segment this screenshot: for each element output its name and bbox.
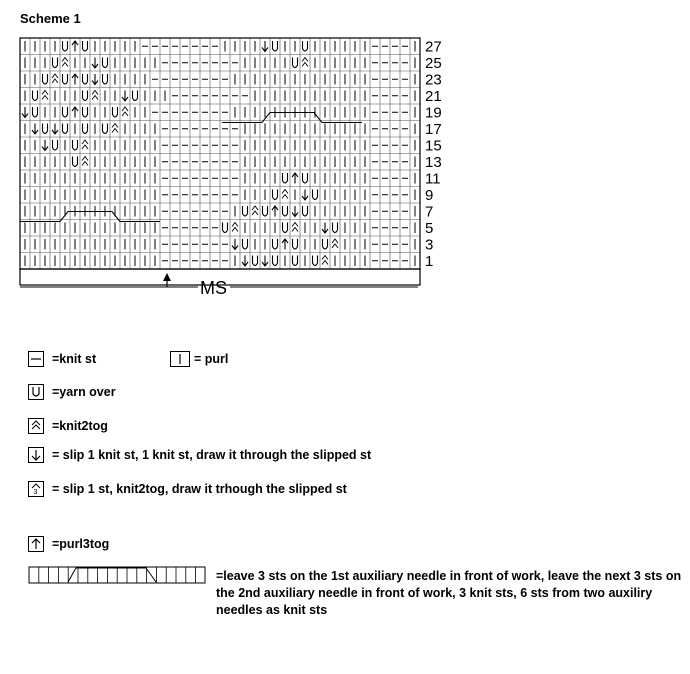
knit2tog-cell <box>82 157 88 166</box>
yarn-over-cell <box>283 173 288 183</box>
yarn-over-cell <box>273 41 278 51</box>
purl3tog-cell <box>72 107 78 118</box>
legend-purl <box>170 351 228 367</box>
yarn-over-cell <box>303 173 308 183</box>
knit2tog-cell <box>292 223 298 232</box>
yarn-over-cell <box>33 107 38 117</box>
yarn-over-cell <box>43 74 48 84</box>
row-number: 21 <box>425 88 442 105</box>
knit2tog-cell <box>52 74 58 83</box>
knit2tog-cell <box>62 58 68 67</box>
slip-knit-draw-cell <box>242 256 248 267</box>
cable-crossing-marks <box>20 113 362 222</box>
slip-knit-draw-cell <box>262 41 268 52</box>
yarn-over-cell <box>333 223 338 233</box>
yarn-over-cell <box>313 190 318 200</box>
yarn-over-cell <box>113 107 118 117</box>
yarn-over-cell <box>103 124 108 134</box>
purl-symbol-icon <box>170 351 190 367</box>
yarn-over-cell <box>63 107 68 117</box>
knit2tog-cell <box>282 190 288 199</box>
legend-slip-knit2tog-draw <box>28 481 347 497</box>
cable-description: =leave 3 sts on the 1st auxiliary needle in front of work, leave the next 3 sts on the 2nd auxiliary needle in front of work, 3 knit sts, 6 sts from two auxiliry needles as knit sts <box>216 569 682 617</box>
row-number: 17 <box>425 121 442 138</box>
yarn-over-cell <box>293 58 298 68</box>
yarn-over-cell <box>223 223 228 233</box>
knit2tog-cell <box>122 107 128 116</box>
legend-knit <box>28 351 96 367</box>
yarn-over-cell <box>293 239 298 249</box>
slip-knit-draw-cell <box>302 190 308 201</box>
knit2tog-cell <box>42 91 48 100</box>
purl3tog-cell <box>72 74 78 85</box>
row-number: 25 <box>425 55 442 72</box>
yarn-over-cell <box>253 256 258 266</box>
slip-knit-draw-cell <box>92 74 98 85</box>
purl3tog-cell <box>292 173 298 184</box>
row-number: 11 <box>425 170 441 188</box>
knit2tog-symbol-icon <box>28 418 44 434</box>
legend-knit2tog-label: =knit2tog <box>52 419 108 433</box>
legend-slip-knit-draw-label: = slip 1 knit st, 1 knit st, draw it through the slipped st <box>52 448 372 462</box>
ms-label: MS <box>200 278 227 298</box>
row-number: 15 <box>425 137 442 155</box>
knitting-chart <box>0 0 690 300</box>
cable-symbol-icon <box>28 566 208 584</box>
yarn-over-cell <box>63 124 68 134</box>
purl3tog-cell <box>282 239 288 250</box>
cable-crossing-line <box>222 113 362 123</box>
down-arrow-symbol-icon <box>28 447 44 463</box>
yarn-over-cell <box>293 256 298 266</box>
yarn-over-cell <box>63 41 68 51</box>
yarn-over-cell <box>283 206 288 216</box>
slip-knit-draw-cell <box>32 124 38 135</box>
yarn-over-cell <box>43 124 48 134</box>
yarn-over-cell <box>263 206 268 216</box>
row-number: 13 <box>425 154 442 171</box>
knit2tog-cell <box>332 239 338 248</box>
purl3tog-cell <box>272 206 278 217</box>
legend-purl-label: = purl <box>194 352 229 366</box>
slip-knit-draw-cell <box>92 58 98 69</box>
yarn-over-cell <box>83 107 88 117</box>
yarn-over-cell <box>133 91 138 101</box>
knit-symbol-icon <box>28 351 44 367</box>
knit2tog-cell <box>322 256 328 265</box>
slip-knit-draw-cell <box>262 256 268 267</box>
svg-text:3: 3 <box>33 489 38 495</box>
legend-purl3tog <box>28 536 109 552</box>
knit2tog-cell <box>252 206 258 215</box>
yarn-over-cell <box>303 206 308 216</box>
row-number: 7 <box>425 203 434 221</box>
knit2tog-cell <box>112 124 118 133</box>
row-number: 23 <box>425 71 442 89</box>
legend-knit2tog <box>28 418 108 434</box>
yarn-over-cell <box>273 190 278 200</box>
yarn-over-cell <box>313 256 318 266</box>
slip-knit-draw-cell <box>322 223 328 234</box>
slip-knit-draw-cell <box>232 239 238 250</box>
yarn-over-cell <box>53 140 58 150</box>
legend-slip-knit-draw <box>28 447 371 463</box>
slip-knit2tog-symbol-icon <box>28 481 44 497</box>
legend-yarn-over-label: =yarn over <box>52 385 116 399</box>
row-number: 19 <box>425 104 442 122</box>
yarn-over-cell <box>303 41 308 51</box>
yarn-over-cell <box>83 124 88 134</box>
yarn-over-cell <box>73 157 78 167</box>
slip-knit-draw-cell <box>42 140 48 151</box>
yarn-over-cell <box>283 223 288 233</box>
yarn-over-cell <box>273 256 278 266</box>
purl3tog-cell <box>72 41 78 52</box>
yarn-over-cell <box>273 239 278 249</box>
yarn-over-cell <box>63 74 68 84</box>
row-number: 1 <box>425 253 434 270</box>
yarn-over-cell <box>243 206 248 216</box>
knit2tog-cell <box>302 58 308 67</box>
chart-grid <box>20 38 420 285</box>
yarn-over-cell <box>103 58 108 68</box>
yarn-over-cell <box>73 140 78 150</box>
up-arrow-symbol-icon <box>28 536 44 552</box>
row-number: 3 <box>425 236 434 254</box>
yarn-over-cell <box>323 239 328 249</box>
legend-slip-knit2tog-draw-label: = slip 1 st, knit2tog, draw it trhough the slipped st <box>52 482 347 496</box>
yarn-over-cell <box>243 239 248 249</box>
row-number: 5 <box>425 220 434 237</box>
yarn-over-cell <box>103 74 108 84</box>
row-number: 27 <box>425 38 442 56</box>
yarn-over-cell <box>83 91 88 101</box>
slip-knit-draw-cell <box>52 124 58 135</box>
yarn-over-cell <box>83 41 88 51</box>
knit2tog-cell <box>82 140 88 149</box>
row-number: 9 <box>425 187 434 204</box>
slip-knit-draw-cell <box>22 107 28 118</box>
legend-purl3tog-label: =purl3tog <box>52 537 110 551</box>
yarn-over-cell <box>53 58 58 68</box>
yarn-over-cell <box>83 74 88 84</box>
yarn-over-symbol-icon <box>28 384 44 400</box>
scheme-title: Scheme 1 <box>20 11 81 26</box>
legend-knit-label: =knit st <box>52 352 97 366</box>
slip-knit-draw-cell <box>122 91 128 102</box>
knit2tog-cell <box>92 91 98 100</box>
slip-knit-draw-cell <box>292 206 298 217</box>
row-numbers <box>425 39 442 271</box>
yarn-over-cell <box>33 91 38 101</box>
knit2tog-cell <box>232 223 238 232</box>
legend-yarn-over <box>28 384 116 400</box>
